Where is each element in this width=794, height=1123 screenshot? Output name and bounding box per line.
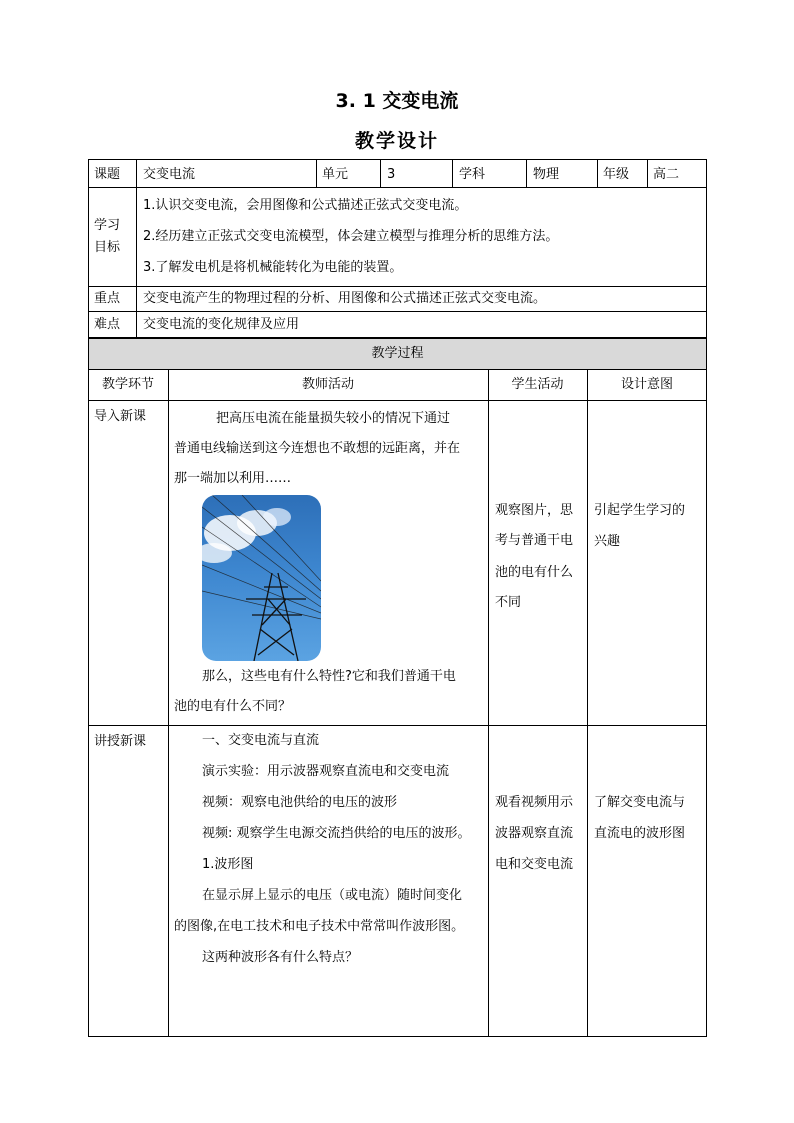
key-points-text: 交变电流产生的物理过程的分析、用图像和公式描述正弦式交变电流。 (143, 291, 547, 306)
teacher-line: 演示实验：用示波器观察直流电和交变电流 (202, 764, 450, 779)
difficulty-text: 交变电流的变化规律及应用 (143, 317, 300, 332)
intent-line: 引起学生学习的 (594, 503, 686, 518)
teacher-line: 那一端加以利用…… (174, 471, 292, 486)
grade-label: 年级 (603, 167, 630, 182)
goals-label: 学习 目标 (94, 218, 121, 255)
topic-label: 课题 (94, 167, 121, 182)
teacher-line: 的图像,在电工技术和电子技术中常常叫作波形图。 (174, 919, 465, 934)
grade-value: 高二 (653, 167, 680, 182)
teacher-line: 视频: 观察学生电源交流挡供给的电压的波形。 (202, 826, 471, 841)
teacher-line: 那么，这些电有什么特性?它和我们普通干电 (202, 669, 456, 684)
document-subtitle: 教学设计 (354, 130, 439, 152)
teacher-line: 这两种波形各有什么特点？ (202, 950, 359, 965)
power-tower-icon (202, 495, 321, 661)
process-title: 教学过程 (371, 346, 424, 361)
header-student: 学生活动 (511, 377, 564, 392)
student-line: 考与普通干电 (495, 533, 574, 548)
key-points-label: 重点 (94, 291, 121, 306)
teacher-line: 把高压电流在能量损失较小的情况下通过 (216, 411, 451, 426)
goal-item: 2.经历建立正弦式交变电流模型，体会建立模型与推理分析的思维方法。 (143, 229, 559, 244)
student-line: 池的电有什么 (495, 565, 574, 580)
intent-line: 了解交变电流与 (594, 795, 686, 810)
document-title: 3. 1 交变电流 (335, 90, 459, 112)
header-intent: 设计意图 (620, 377, 673, 392)
subject-value: 物理 (533, 167, 560, 182)
unit-value: 3 (387, 167, 396, 182)
student-line: 不同 (495, 595, 522, 610)
unit-label: 单元 (322, 167, 349, 182)
power-tower-photo (202, 495, 321, 661)
student-line: 观看视频用示 (495, 795, 574, 810)
intent-line: 直流电的波形图 (594, 826, 686, 841)
student-line: 观察图片，思 (495, 503, 574, 518)
student-line: 波器观察直流 (495, 826, 574, 841)
teacher-line: 普通电线输送到这今连想也不敢想的远距离，并在 (174, 441, 461, 456)
header-teacher: 教师活动 (301, 377, 354, 392)
teacher-line: 视频：观察电池供给的电压的波形 (202, 795, 398, 810)
teacher-line: 池的电有什么不同？ (174, 699, 292, 714)
teacher-line: 在显示屏上显示的电压（或电流）随时间变化 (202, 888, 463, 903)
intent-line: 兴趣 (594, 534, 621, 549)
subject-label: 学科 (459, 167, 486, 182)
goal-item: 1.认识交变电流，会用图像和公式描述正弦式交变电流。 (143, 198, 468, 213)
topic-value: 交变电流 (143, 167, 196, 182)
difficulty-label: 难点 (94, 317, 121, 332)
stage-intro: 导入新课 (94, 409, 147, 424)
header-stage: 教学环节 (101, 377, 154, 392)
stage-lecture: 讲授新课 (94, 734, 147, 749)
teacher-line: 一、交变电流与直流 (202, 733, 320, 748)
goal-item: 3.了解发电机是将机械能转化为电能的装置。 (143, 260, 403, 275)
teacher-line: 1.波形图 (202, 857, 254, 872)
student-line: 电和交变电流 (495, 857, 574, 872)
